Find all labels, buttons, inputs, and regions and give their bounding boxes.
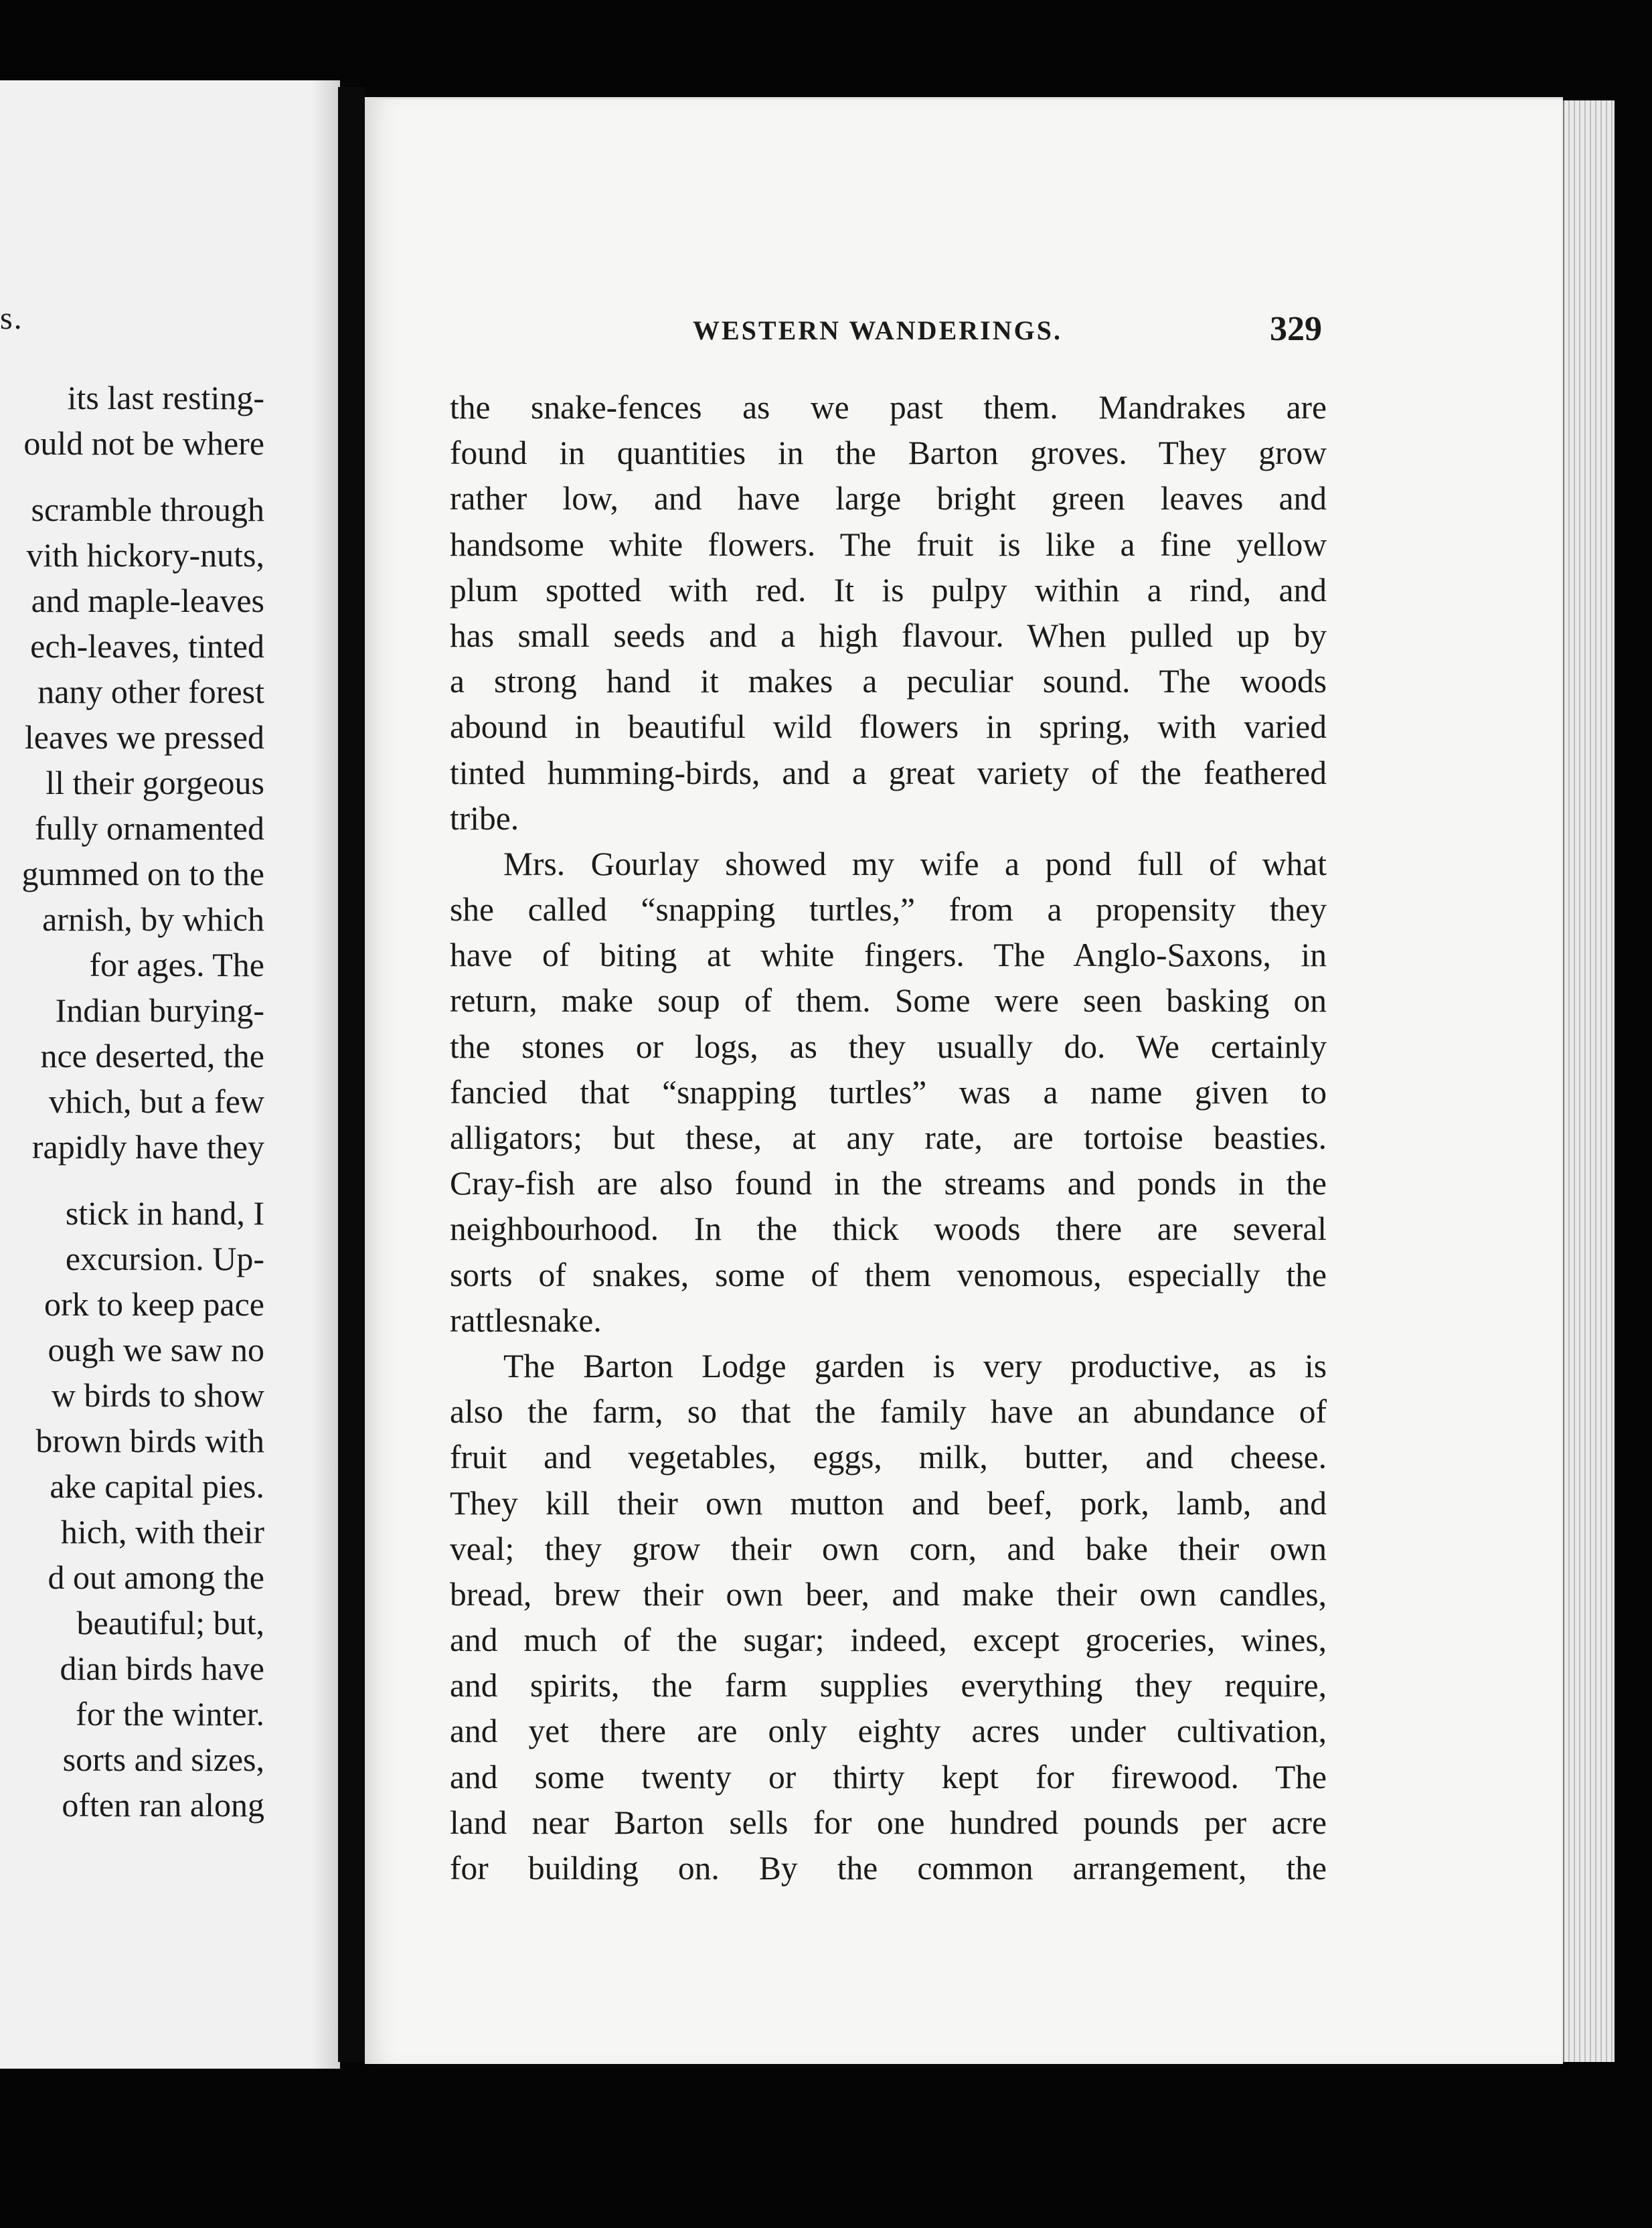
left-page-line: Indian burying- <box>55 991 264 1029</box>
left-page-paragraph-gap <box>0 466 264 487</box>
text-line: tribe. <box>450 799 519 837</box>
text-line: the snake-fences as we past them. Mandrakes are <box>450 389 1327 426</box>
text-line: rather low, and have large bright green leaves and <box>450 480 1327 518</box>
paragraph-1 <box>450 385 1327 842</box>
left-page-line: ough we saw no <box>48 1331 264 1368</box>
book-gutter <box>338 87 365 2062</box>
paragraph-3 <box>450 1344 1327 1891</box>
text-line: fruit and vegetables, eggs, milk, butter, and cheese. <box>450 1439 1327 1476</box>
left-page-line: beautiful; but, <box>76 1604 264 1642</box>
left-page-line: sorts and sizes, <box>62 1741 264 1778</box>
text-line: sorts of snakes, some of them venomous, especially the <box>450 1256 1327 1293</box>
text-line: Mrs. Gourlay showed my wife a pond full of what <box>503 845 1327 882</box>
text-line: has small seeds and a high flavour. When pulled up by <box>450 617 1327 654</box>
text-line: plum spotted with red. It is pulpy within a rind, and <box>450 571 1327 609</box>
left-page-line: fully ornamented <box>35 809 264 847</box>
paragraph-2 <box>450 842 1327 1344</box>
left-page-line: rapidly have they <box>31 1128 264 1166</box>
left-page-line: stick in hand, I <box>65 1194 264 1232</box>
left-page-text <box>0 375 264 1828</box>
left-page-line: ork to keep pace <box>44 1285 264 1323</box>
text-line: handsome white flowers. The fruit is like a fine yellow <box>450 526 1327 563</box>
left-page-line: for the winter. <box>76 1695 264 1733</box>
text-line: neighbourhood. In the thick woods there are several <box>450 1210 1327 1248</box>
page-edges <box>1563 100 1615 2062</box>
text-line: have of biting at white fingers. The Anglo-Saxons, in <box>450 937 1327 974</box>
text-line: The Barton Lodge garden is very productive, as is <box>503 1347 1327 1384</box>
text-line: alligators; but these, at any rate, are tortoise beasties. <box>450 1119 1327 1156</box>
left-page-line: nany other forest <box>37 673 264 710</box>
text-line: veal; they grow their own corn, and bake their own <box>450 1530 1327 1567</box>
left-page-fragment <box>0 80 340 2069</box>
left-page-line: ould not be where <box>23 424 264 462</box>
body-text <box>450 385 1327 1891</box>
left-page-line: w birds to show <box>51 1376 264 1414</box>
left-page-line: d out among the <box>48 1559 264 1596</box>
left-page-paragraph-gap <box>0 1170 264 1190</box>
text-line: found in quantities in the Barton groves. They grow <box>450 434 1327 472</box>
left-page-line: brown birds with <box>35 1422 264 1459</box>
text-line: a strong hand it makes a peculiar sound. The woods <box>450 663 1327 700</box>
left-page-line: arnish, by which <box>42 900 264 938</box>
text-line: land near Barton sells for one hundred pounds per acre <box>450 1804 1327 1841</box>
text-line: and spirits, the farm supplies everything they require, <box>450 1667 1327 1704</box>
text-line: bread, brew their own beer, and make their own candles, <box>450 1575 1327 1613</box>
text-line: tinted humming-birds, and a great variety of the feathered <box>450 754 1327 791</box>
left-page-line: for ages. The <box>89 946 264 983</box>
left-page-line: dian birds have <box>60 1650 264 1687</box>
text-line: abound in beautiful wild flowers in spring, with varied <box>450 708 1327 746</box>
left-page-line: vhich, but a few <box>48 1083 264 1120</box>
left-page-line: gummed on to the <box>21 855 264 892</box>
text-line: also the farm, so that the family have an abundance of <box>450 1393 1327 1431</box>
left-page-line: ech-leaves, tinted <box>30 627 264 665</box>
left-page-line: hich, with their <box>60 1513 264 1550</box>
left-page-line: nce deserted, the <box>40 1037 264 1075</box>
left-page-line: leaves we pressed <box>24 718 264 756</box>
page-number: 329 <box>1270 310 1322 348</box>
left-page-line: scramble through <box>31 491 264 528</box>
text-line: rattlesnake. <box>450 1301 602 1339</box>
left-page-line: and maple-leaves <box>31 582 264 619</box>
left-page-line: its last resting- <box>67 379 264 416</box>
text-line: and much of the sugar; indeed, except groceries, wines, <box>450 1621 1327 1659</box>
left-page-line: ake capital pies. <box>50 1467 264 1505</box>
page-header <box>693 310 1322 355</box>
left-page-line: often ran along <box>62 1786 264 1824</box>
text-line: and some twenty or thirty kept for firewood. The <box>450 1758 1327 1796</box>
text-line: fancied that “snapping turtles” was a name given to <box>450 1073 1327 1111</box>
left-page-line: excursion. Up- <box>65 1240 264 1277</box>
left-page-line: ll their gorgeous <box>46 764 264 801</box>
text-line: They kill their own mutton and beef, pork, lamb, and <box>450 1484 1327 1522</box>
text-line: the stones or logs, as they usually do. We certainly <box>450 1028 1327 1065</box>
text-line: return, make soup of them. Some were seen basking on <box>450 982 1327 1020</box>
text-line: Cray-fish are also found in the streams and ponds in the <box>450 1165 1327 1202</box>
text-line: and yet there are only eighty acres under cultivation, <box>450 1713 1327 1750</box>
text-line: she called “snapping turtles,” from a propensity they <box>450 891 1327 929</box>
left-running-head-fragment: s. <box>0 301 23 336</box>
left-page-line: vith hickory-nuts, <box>26 536 264 574</box>
text-line: for building on. By the common arrangement, the <box>450 1850 1327 1887</box>
running-head: WESTERN WANDERINGS. <box>693 315 1062 345</box>
